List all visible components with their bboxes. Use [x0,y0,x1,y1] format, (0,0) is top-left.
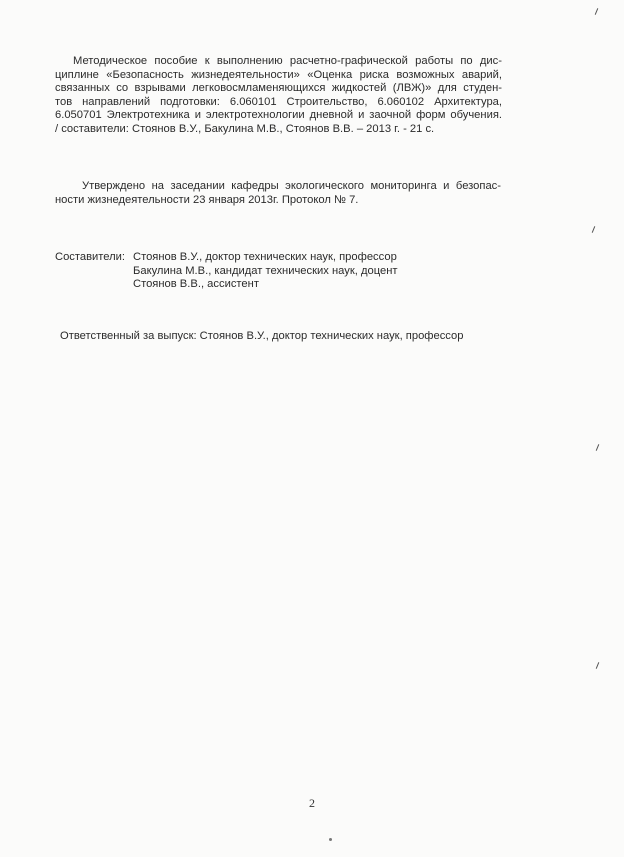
abstract-line: тов направлений подготовки: 6.060101 Строительство, 6.060102 Архитектура, [55,95,502,108]
abstract-paragraph [55,55,502,137]
scan-dot-icon [329,838,332,841]
author-entry: Бакулина М.В., кандидат технических наук, доцент [133,264,398,277]
scan-mark-icon [592,226,596,233]
authors-block [55,251,495,292]
author-entry: Стоянов В.У., доктор технических наук, профессор [133,251,397,263]
approval-line: ности жизнедеятельности 23 января 2013г. Протокол № 7. [55,193,359,206]
abstract-line: связанных со взрывами легковосмламеняющихся жидкостей (ЛВЖ)» для студен- [55,82,502,95]
abstract-line: 6.050701 Электротехника и электротехнологии дневной и заочной форм обучения. [55,109,502,122]
abstract-line: Методическое пособие к выполнению расчетно-графической работы по дис- [73,55,502,67]
approval-line: Утверждено на заседании кафедры экологического мониторинга и безопас- [82,180,501,192]
abstract-line: / составители: Стоянов В.У., Бакулина М.В., Стоянов В.В. – 2013 г. - 21 с. [55,122,435,135]
page-number: 2 [309,796,315,810]
authors-label: Составители: [55,251,126,263]
responsible-line: Ответственный за выпуск: Стоянов В.У., доктор технических наук, профессор [60,330,464,342]
abstract-line: циплине «Безопасность жизнедеятельности» «Оценка риска возможных аварий, [55,68,502,81]
author-entry: Стоянов В.В., ассистент [133,278,259,291]
scan-mark-icon [596,444,600,451]
approval-paragraph [55,180,501,207]
scan-mark-icon [596,662,600,669]
scan-mark-icon [595,8,599,15]
